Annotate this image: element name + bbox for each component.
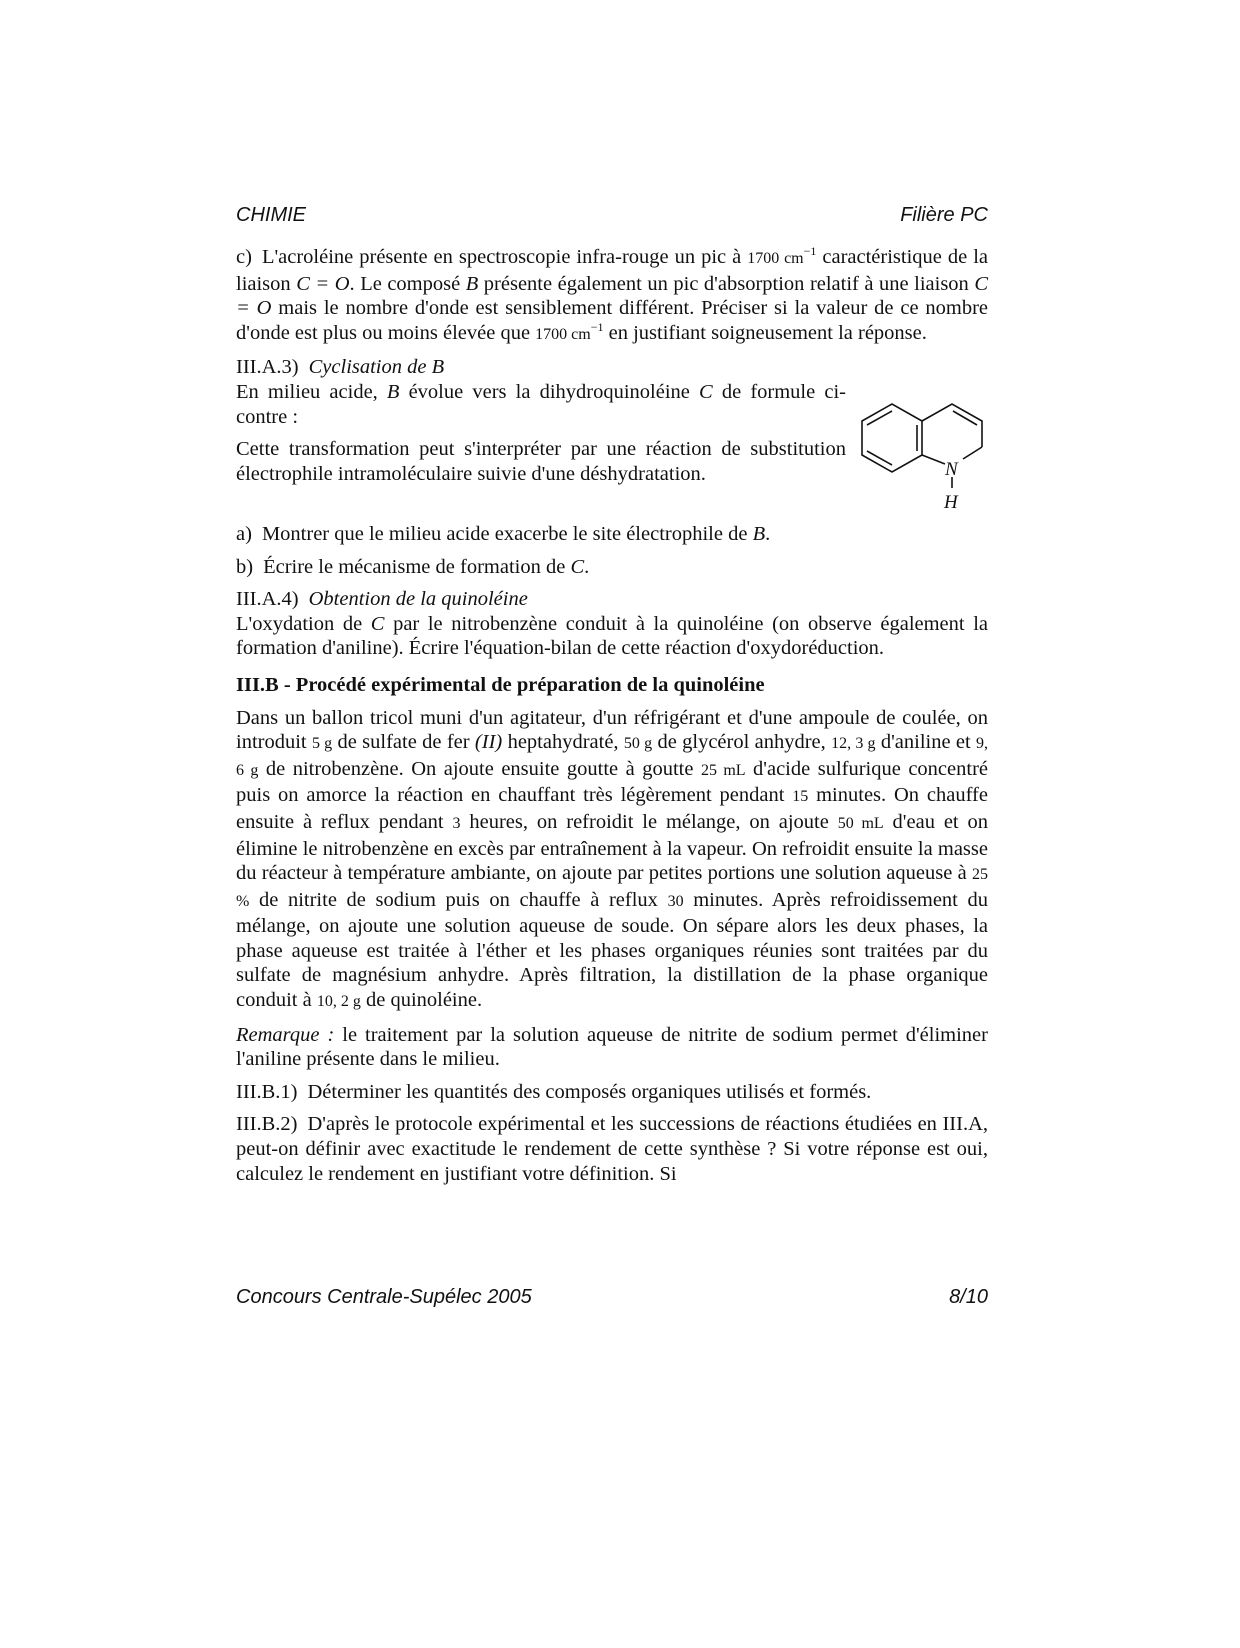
b-remark: Remarque : le traitement par la solution aqueuse de nitrite de sodium permet d'éliminer l'aniline présente dans le milieu.	[236, 1023, 988, 1071]
a3-block	[236, 380, 988, 514]
page-footer	[236, 1286, 988, 1309]
atom-n: N	[945, 458, 958, 480]
dihydroquinoline-structure	[853, 384, 988, 514]
a3-paragraph-1: En milieu acide, B évolue vers la dihydroquinoléine C de formule ci-contre :	[236, 380, 846, 428]
atom-h: H	[944, 491, 958, 513]
header-track: Filière PC	[900, 204, 988, 226]
footer-page-number: 8/10	[949, 1286, 988, 1308]
page	[236, 0, 988, 1648]
dihydroquinoline-diagram	[853, 384, 988, 514]
b-protocol-paragraph: Dans un ballon tricol muni d'un agitateur, d'un réfrigérant et d'une ampoule de coulée, on introduit 5 g de sulfate de fer (II) heptahydraté, 50 g de glycérol anhydre, 12, 3 g d'aniline et 9, 6 g de nitrobenzène. On ajoute ensuite goutte à goutte 25 mL d'acide sulfurique concentré puis on amorce la réaction en chauffant très légèrement pendant 15 minutes. On chauffe ensuite à reflux pendant 3 heures, on refroidit le mélange, on ajoute 50 mL d'eau et on élimine le nitrobenzène en excès par entraînement à la vapeur. On refroidit ensuite la masse du réacteur à température ambiante, on ajoute par petites portions une solution aqueuse à 25 % de nitrite de sodium puis on chauffe à reflux 30 minutes. Après refroidissement du mélange, on ajoute une solution aqueuse de soude. On sépare alors les deux phases, la phase aqueuse est traitée à l'éther et les phases organiques réunies sont traitées par du sulfate de magnésium anhydre. Après filtration, la distillation de la phase organique conduit à 10, 2 g de quinoléine.	[236, 706, 989, 1012]
benzene-ring	[862, 404, 922, 472]
question-b1: III.B.1) Déterminer les quantités des composés organiques utilisés et formés.	[236, 1080, 872, 1103]
question-a3b: b) Écrire le mécanisme de formation de C.	[236, 555, 590, 578]
section-heading-a3: III.A.3) Cyclisation de B	[236, 356, 445, 379]
a3-paragraph-2: Cette transformation peut s'interpréter par une réaction de substitution électrophile intramoléculaire suivie d'une déshydratation.	[236, 438, 846, 485]
dihydro-ring	[922, 404, 982, 447]
question-c: c) L'acroléine présente en spectroscopie infra-rouge un pic à 1700 $cm^{-1}$ caractéristique de la liaison C = O. Le composé B présente également un pic d'absorption relatif à une liaison C = O mais le nombre d'onde est sensiblement différent. Préciser si la valeur de ce nombre d'onde est plus ou moins élevée que 1700 $cm^{-1}$ en justifiant soigneusement la réponse.	[236, 244, 988, 344]
a3-text	[236, 380, 846, 486]
question-b2: III.B.2) D'après le protocole expérimental et les successions de réactions étudiées en III.A, peut-on définir avec exactitude le rendement de cette synthèse ? Si votre réponse est oui, calculez le rendement en justifiant votre définition. Si	[236, 1113, 988, 1185]
header-subject: CHIMIE	[236, 204, 306, 226]
page-header	[236, 204, 988, 227]
footer-exam: Concours Centrale-Supélec 2005	[236, 1286, 532, 1308]
question-a3a: a) Montrer que le milieu acide exacerbe le site électrophile de B.	[236, 522, 771, 545]
section-heading-a4: III.A.4) Obtention de la quinoléine	[236, 588, 528, 611]
a4-paragraph: L'oxydation de C par le nitrobenzène conduit à la quinoléine (on observe également la formation d'aniline). Écrire l'équation-bilan de cette réaction d'oxydoréduction.	[236, 612, 989, 660]
section-heading-b: III.B - Procédé expérimental de préparation de la quinoléine	[236, 673, 765, 696]
page-content	[236, 245, 988, 1186]
